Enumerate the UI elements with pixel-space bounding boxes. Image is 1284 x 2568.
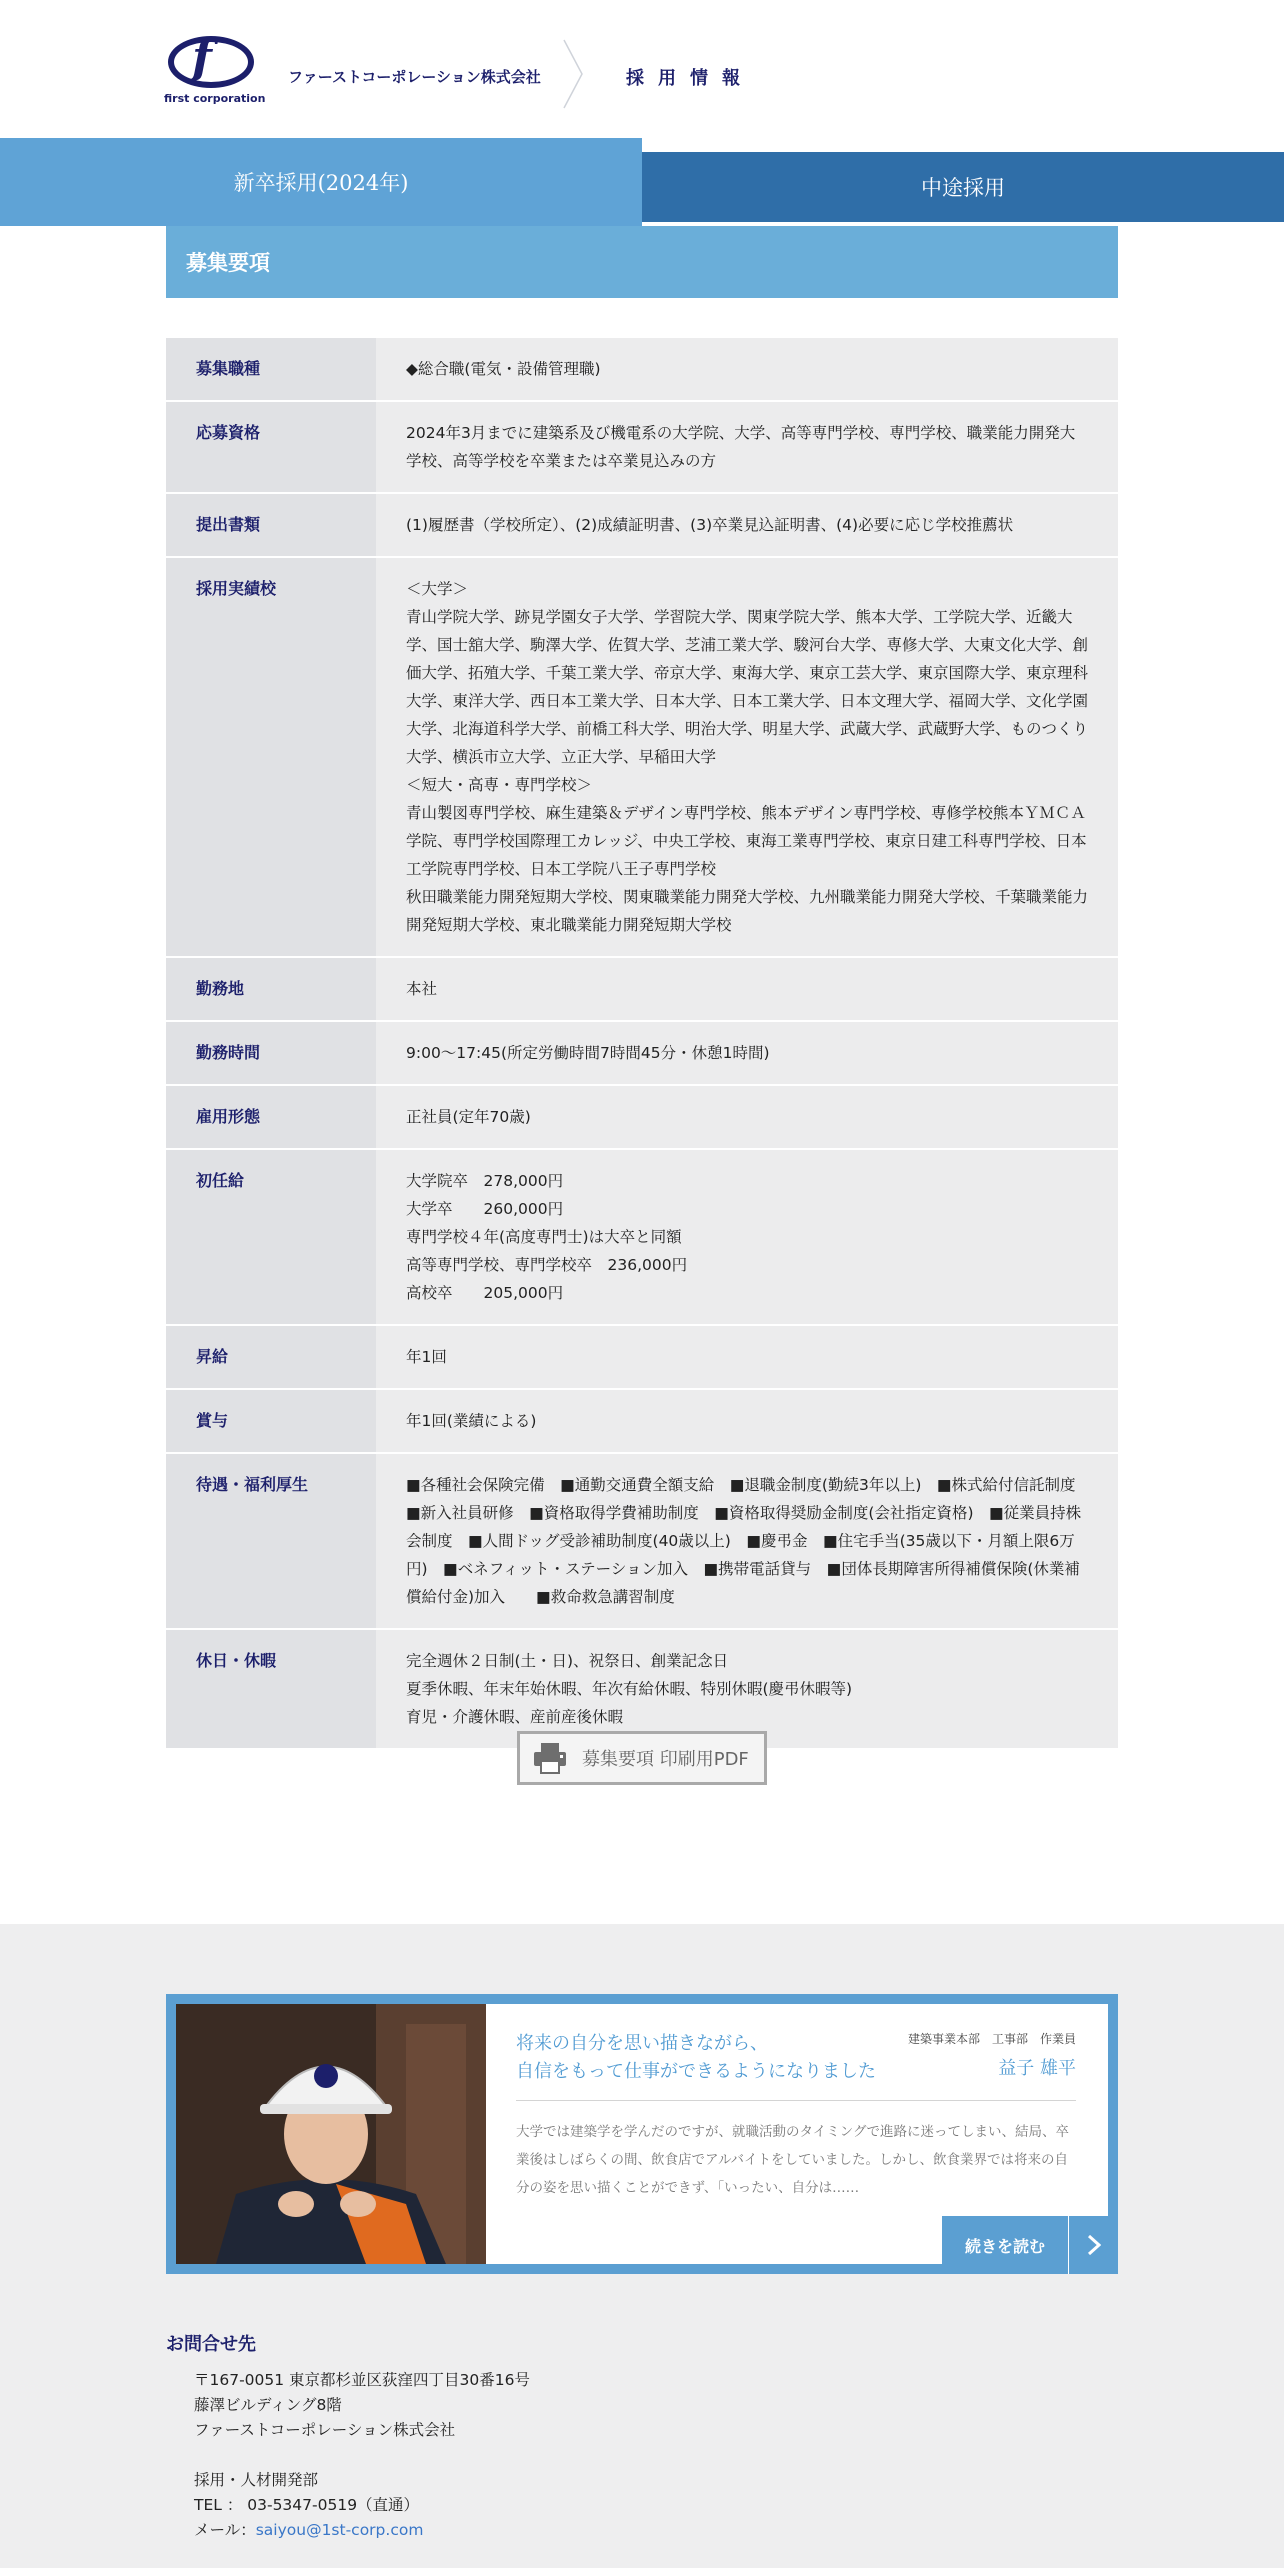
- row-value: ■各種社会保険完備 ■通勤交通費全額支給 ■退職金制度(勤続3年以上) ■株式給付信託制度 ■新入社員研修 ■資格取得学費補助制度 ■資格取得奨励金制度(会社指定資格) ■従業員持株会制度 ■人間ドッグ受診補助制度(40歳以上) ■慶弔金 ■住宅手当(35歳以下・月額上限6万円) ■ベネフィット・ステーション加入 ■携帯電話貸与 ■団体長期障害所得補償保険(休業補償給付金)加入 ■救命救急講習制度: [406, 1476, 1092, 1606]
- interview-person-name: 益子 雄平: [998, 2058, 1076, 2079]
- contact-building: 藤澤ビルディング8階: [194, 2396, 342, 2414]
- contact-department: 採用・人材開発部: [194, 2471, 319, 2489]
- contact-mail-link[interactable]: saiyou@1st-corp.com: [255, 2521, 424, 2539]
- company-name[interactable]: ファーストコーポレーション株式会社: [288, 68, 541, 86]
- row-label: 募集職種: [166, 338, 376, 400]
- row-value: ＜大学＞ 青山学院大学、跡見学園女子大学、学習院大学、関東学院大学、熊本大学、工学院大学、近畿大学、国士舘大学、駒澤大学、佐賀大学、芝浦工業大学、駿河台大学、専修大学、大東文化大学、創価大学、拓殖大学、千葉工業大学、帝京大学、東海大学、東京工芸大学、東京国際大学、東京理科大学、東洋大学、西日本工業大学、日本大学、日本工業大学、日本文理大学、福岡大学、文化学園大学、北海道科学大学、前橋工科大学、明治大学、明星大学、武蔵大学、武蔵野大学、ものつくり大学、横浜市立大学、立正大学、早稲田大学 ＜短大・高専・専門学校＞ 青山製図専門学校、麻生建築＆デザイン専門学校、熊本デザイン専門学校、専修学校熊本ＹＭＣＡ学院、専門学校国際理工カレッジ、中央工学校、東海工業専門学校、東京日建工科専門学校、日本工学院専門学校、日本工学院八王子専門学校 秋田職業能力開発短期大学校、関東職業能力開発大学校、九州職業能力開発大学校、千葉職業能力開発短期大学校、東北職業能力開発短期大学校: [406, 580, 1089, 934]
- table-row: [166, 1086, 1118, 1150]
- interview-department: 建築事業本部 工事部 作業員: [907, 2032, 1076, 2046]
- table-row: [166, 1150, 1118, 1326]
- contact-mail-row: [194, 2518, 530, 2543]
- row-value: 正社員(定年70歳): [406, 1108, 531, 1126]
- contact-mail-label: メール：: [194, 2521, 256, 2539]
- table-row: [166, 958, 1118, 1022]
- logo-f-icon: f: [192, 30, 212, 84]
- row-value: 2024年3月までに建築系及び機電系の大学院、大学、高等専門学校、専門学校、職業能力開発大学校、高等学校を卒業または卒業見込みの方: [406, 424, 1076, 470]
- row-value: 年1回(業績による): [406, 1412, 537, 1430]
- tab-mid-career[interactable]: 中途採用: [642, 152, 1284, 222]
- site-header: [0, 0, 1284, 138]
- pdf-download-button[interactable]: [517, 1731, 767, 1785]
- chevron-right-icon: [1069, 2234, 1118, 2256]
- row-value: 大学院卒 278,000円 大学卒 260,000円 専門学校４年(高度専門士)は大卒と同額 高等専門学校、専門学校卒 236,000円 高校卒 205,000円: [406, 1172, 688, 1302]
- row-label: 応募資格: [166, 402, 376, 492]
- table-row: [166, 1326, 1118, 1390]
- row-value: (1)履歴書（学校所定）、(2)成績証明書、(3)卒業見込証明書、(4)必要に応じ学校推薦状: [406, 516, 1014, 534]
- table-row: [166, 338, 1118, 402]
- read-more-button[interactable]: [942, 2216, 1118, 2274]
- row-label: 雇用形態: [166, 1086, 376, 1148]
- row-label: 採用実績校: [166, 558, 376, 956]
- pdf-button-label: 募集要項 印刷用PDF: [582, 1749, 749, 1770]
- interview-title[interactable]: 将来の自分を思い描きながら、 自信をもって仕事ができるようになりました: [516, 2033, 876, 2082]
- row-label: 休日・休暇: [166, 1630, 376, 1748]
- requirements-table: [166, 338, 1118, 1748]
- contact-company: ファーストコーポレーション株式会社: [194, 2421, 456, 2439]
- row-label: 待遇・福利厚生: [166, 1454, 376, 1628]
- table-row: [166, 494, 1118, 558]
- table-row: [166, 558, 1118, 958]
- row-label: 賞与: [166, 1390, 376, 1452]
- chevron-separator-icon: [562, 38, 586, 110]
- row-value: 本社: [406, 980, 438, 998]
- printer-icon: [532, 1741, 568, 1775]
- tab-new-graduate[interactable]: 新卒採用(2024年): [0, 138, 642, 226]
- divider: [516, 2100, 1076, 2101]
- contact-postal: 〒167-0051 東京都杉並区荻窪四丁目30番16号: [194, 2371, 530, 2389]
- contact-info: [194, 2368, 530, 2543]
- employee-photo: [176, 2004, 486, 2264]
- read-more-label: 続きを読む: [964, 2236, 1045, 2256]
- contact-title: お問合せ先: [166, 2334, 256, 2355]
- row-label: 勤務時間: [166, 1022, 376, 1084]
- row-value: 完全週休２日制(土・日)、祝祭日、創業記念日 夏季休暇、年末年始休暇、年次有給休暇、特別休暇(慶弔休暇等) 育児・介護休暇、産前産後休暇: [406, 1652, 853, 1726]
- row-label: 提出書類: [166, 494, 376, 556]
- row-label: 初任給: [166, 1150, 376, 1324]
- row-value: 9:00～17:45(所定労働時間7時間45分・休憩1時間): [406, 1044, 770, 1062]
- row-label: 勤務地: [166, 958, 376, 1020]
- contact-tel: TEL ： 03-5347-0519（直通）: [194, 2496, 420, 2514]
- logo-text: first corporation: [164, 92, 266, 105]
- row-value: ◆総合職(電気・設備管理職): [406, 360, 601, 378]
- row-label: 昇給: [166, 1326, 376, 1388]
- interview-card[interactable]: [166, 1994, 1118, 2274]
- table-row: [166, 1022, 1118, 1086]
- table-row: [166, 1390, 1118, 1454]
- recruit-info-label[interactable]: 採用情報: [626, 68, 754, 89]
- table-row: [166, 1454, 1118, 1630]
- interview-excerpt: 大学では建築学を学んだのですが、就職活動のタイミングで進路に迷ってしまい、結局、卒業後はしばらくの間、飲食店でアルバイトをしていました。しかし、飲食業界では将来の自分の姿を思い描くことができず、「いったい、自分は……: [516, 2124, 1069, 2196]
- interview-card-body: [176, 2004, 1108, 2264]
- section-title: 募集要項: [166, 226, 1118, 298]
- table-row: [166, 402, 1118, 494]
- company-logo[interactable]: [164, 30, 266, 106]
- row-value: 年1回: [406, 1348, 447, 1366]
